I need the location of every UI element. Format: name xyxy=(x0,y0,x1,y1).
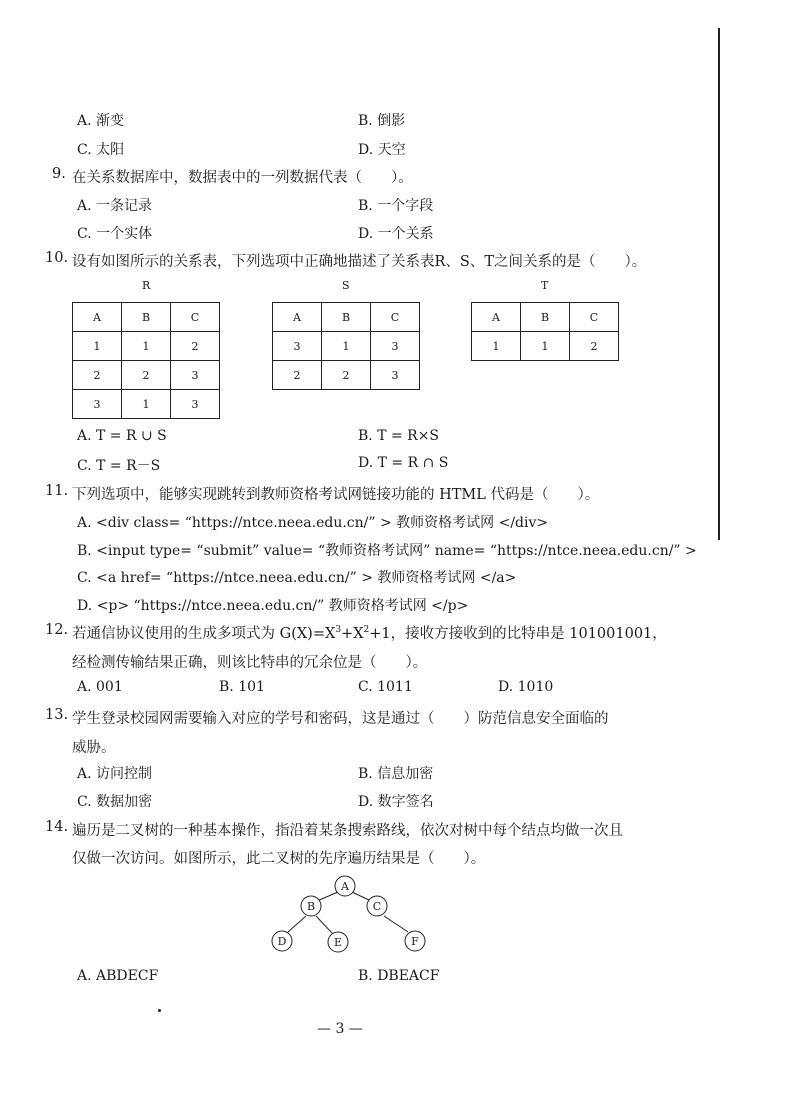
table-header-cell: B xyxy=(521,303,570,332)
q12-question-line1 xyxy=(72,622,667,643)
table-cell: 3 xyxy=(73,390,122,419)
table-header-cell: A xyxy=(73,303,122,332)
q10-option-d[interactable]: D. T = R ∩ S xyxy=(358,455,449,471)
table-cell: 1 xyxy=(122,390,171,419)
table-cell: 2 xyxy=(171,332,220,361)
tree-node-f-label: F xyxy=(411,935,419,948)
table-cell: 1 xyxy=(73,332,122,361)
q8-option-a[interactable]: A. 渐变 xyxy=(77,113,125,129)
q8-option-b[interactable]: B. 倒影 xyxy=(358,113,406,129)
scan-dot xyxy=(158,1009,161,1012)
table-row xyxy=(73,332,220,361)
table-cell: 3 xyxy=(171,390,220,419)
q14-option-a[interactable]: A. ABDECF xyxy=(77,968,159,984)
table-cell: 3 xyxy=(273,332,322,361)
relation-table-r xyxy=(72,302,220,419)
q12-option-d[interactable]: D. 1010 xyxy=(498,679,554,695)
tree-edge-c-f xyxy=(384,916,408,932)
q13-number: 13. xyxy=(45,707,69,723)
q13-option-a[interactable]: A. 访问控制 xyxy=(77,766,153,782)
table-header-row xyxy=(273,303,420,332)
table-s-caption: S xyxy=(342,279,350,292)
table-header-cell: A xyxy=(472,303,521,332)
table-header-cell: C xyxy=(371,303,420,332)
q10-number: 10. xyxy=(45,250,69,266)
q13-question-line2: 威胁。 xyxy=(72,740,116,756)
tree-edge-b-d xyxy=(288,916,306,932)
q13-question-line1: 学生登录校园网需要输入对应的学号和密码，这是通过（ ）防范信息安全面临的 xyxy=(72,711,609,727)
table-cell: 2 xyxy=(570,332,619,361)
table-cell: 2 xyxy=(122,361,171,390)
q14-option-b[interactable]: B. DBEACF xyxy=(358,968,440,984)
page-number: — 3 — xyxy=(317,1021,363,1037)
table-cell: 1 xyxy=(322,332,371,361)
q9-option-d[interactable]: D. 一个关系 xyxy=(358,226,434,242)
table-row xyxy=(273,332,420,361)
table-row xyxy=(472,332,619,361)
table-header-row xyxy=(73,303,220,332)
tree-node-b-label: B xyxy=(306,900,316,913)
q12-text-suffix: +1，接收方接收到的比特串是 101001001， xyxy=(369,626,667,642)
q11-question: 下列选项中，能够实现跳转到教师资格考试网链接功能的 HTML 代码是（ ）。 xyxy=(72,487,600,503)
binding-edge-line xyxy=(718,28,720,540)
q10-question: 设有如图所示的关系表，下列选项中正确地描述了关系表R、S、T之间关系的是（ ）。 xyxy=(72,254,647,270)
q13-option-b[interactable]: B. 信息加密 xyxy=(358,766,434,782)
q11-option-a[interactable]: A. <div class= “https://ntce.neea.edu.cn/” > 教师资格考试网 </div> xyxy=(77,515,549,531)
q10-option-c[interactable]: C. T = R－S xyxy=(77,458,161,474)
q9-number: 9. xyxy=(52,166,66,182)
relation-table-t xyxy=(471,302,619,361)
table-cell: 2 xyxy=(73,361,122,390)
q12-option-c[interactable]: C. 1011 xyxy=(358,679,413,695)
q10-option-b[interactable]: B. T = R×S xyxy=(358,428,440,444)
relation-table-s xyxy=(272,302,420,390)
q9-option-b[interactable]: B. 一个字段 xyxy=(358,198,434,214)
table-row xyxy=(73,390,220,419)
tree-edge-a-c xyxy=(352,892,371,901)
q13-option-d[interactable]: D. 数字签名 xyxy=(358,794,434,810)
table-header-cell: C xyxy=(171,303,220,332)
q11-option-c[interactable]: C. <a href= “https://ntce.neea.edu.cn/” > 教师资格考试网 </a> xyxy=(77,570,517,586)
q13-option-c[interactable]: C. 数据加密 xyxy=(77,794,153,810)
tree-node-a-label: A xyxy=(341,880,349,893)
table-cell: 3 xyxy=(371,332,420,361)
table-header-cell: A xyxy=(273,303,322,332)
table-r-caption: R xyxy=(142,279,151,292)
table-cell: 3 xyxy=(371,361,420,390)
table-cell: 3 xyxy=(171,361,220,390)
q12-text-mid: +X xyxy=(341,626,364,642)
table-cell: 2 xyxy=(273,361,322,390)
table-t-caption: T xyxy=(541,279,549,292)
table-cell: 1 xyxy=(472,332,521,361)
q8-option-d[interactable]: D. 天空 xyxy=(358,142,406,158)
tree-node-e-label: E xyxy=(333,936,343,949)
table-header-cell: B xyxy=(122,303,171,332)
table-row xyxy=(273,361,420,390)
q12-question-line2: 经检测传输结果正确，则该比特串的冗余位是（ ）。 xyxy=(72,655,428,671)
tree-node-d-label: D xyxy=(277,935,287,948)
q9-question: 在关系数据库中，数据表中的一列数据代表（ ）。 xyxy=(72,170,413,186)
q14-question-line2: 仅做一次访问。如图所示，此二叉树的先序遍历结果是（ ）。 xyxy=(72,851,486,867)
q11-number: 11. xyxy=(45,483,69,499)
q9-option-c[interactable]: C. 一个实体 xyxy=(77,226,153,242)
tree-edge-a-b xyxy=(317,892,338,901)
q12-option-b[interactable]: B. 101 xyxy=(219,679,265,695)
q9-option-a[interactable]: A. 一条记录 xyxy=(77,198,153,214)
table-header-cell: C xyxy=(570,303,619,332)
table-cell: 2 xyxy=(322,361,371,390)
table-cell: 1 xyxy=(122,332,171,361)
table-header-row xyxy=(472,303,619,332)
tree-edge-b-e xyxy=(316,916,332,933)
q11-option-d[interactable]: D. <p> “https://ntce.neea.edu.cn/” 教师资格考试网 </p> xyxy=(77,598,469,614)
q8-option-c[interactable]: C. 太阳 xyxy=(77,142,125,158)
q10-option-a[interactable]: A. T = R ∪ S xyxy=(77,428,167,444)
q14-number: 14. xyxy=(45,819,69,835)
binary-tree-diagram xyxy=(260,870,440,960)
q12-text-prefix: 若通信协议使用的生成多项式为 G(X)=X xyxy=(72,626,336,642)
q12-number: 12. xyxy=(45,622,69,638)
tree-node-c-label: C xyxy=(372,900,382,913)
q12-exponent-3: 3 xyxy=(335,625,342,636)
table-row xyxy=(73,361,220,390)
table-header-cell: B xyxy=(322,303,371,332)
q12-exponent-2: 2 xyxy=(363,625,370,636)
q14-question-line1: 遍历是二叉树的一种基本操作，指沿着某条搜索路线，依次对树中每个结点均做一次且 xyxy=(72,823,623,839)
q11-option-b[interactable]: B. <input type= “submit” value= “教师资格考试网” name= “https://ntce.neea.edu.cn/” > xyxy=(77,543,697,559)
q12-option-a[interactable]: A. 001 xyxy=(77,679,123,695)
table-cell: 1 xyxy=(521,332,570,361)
